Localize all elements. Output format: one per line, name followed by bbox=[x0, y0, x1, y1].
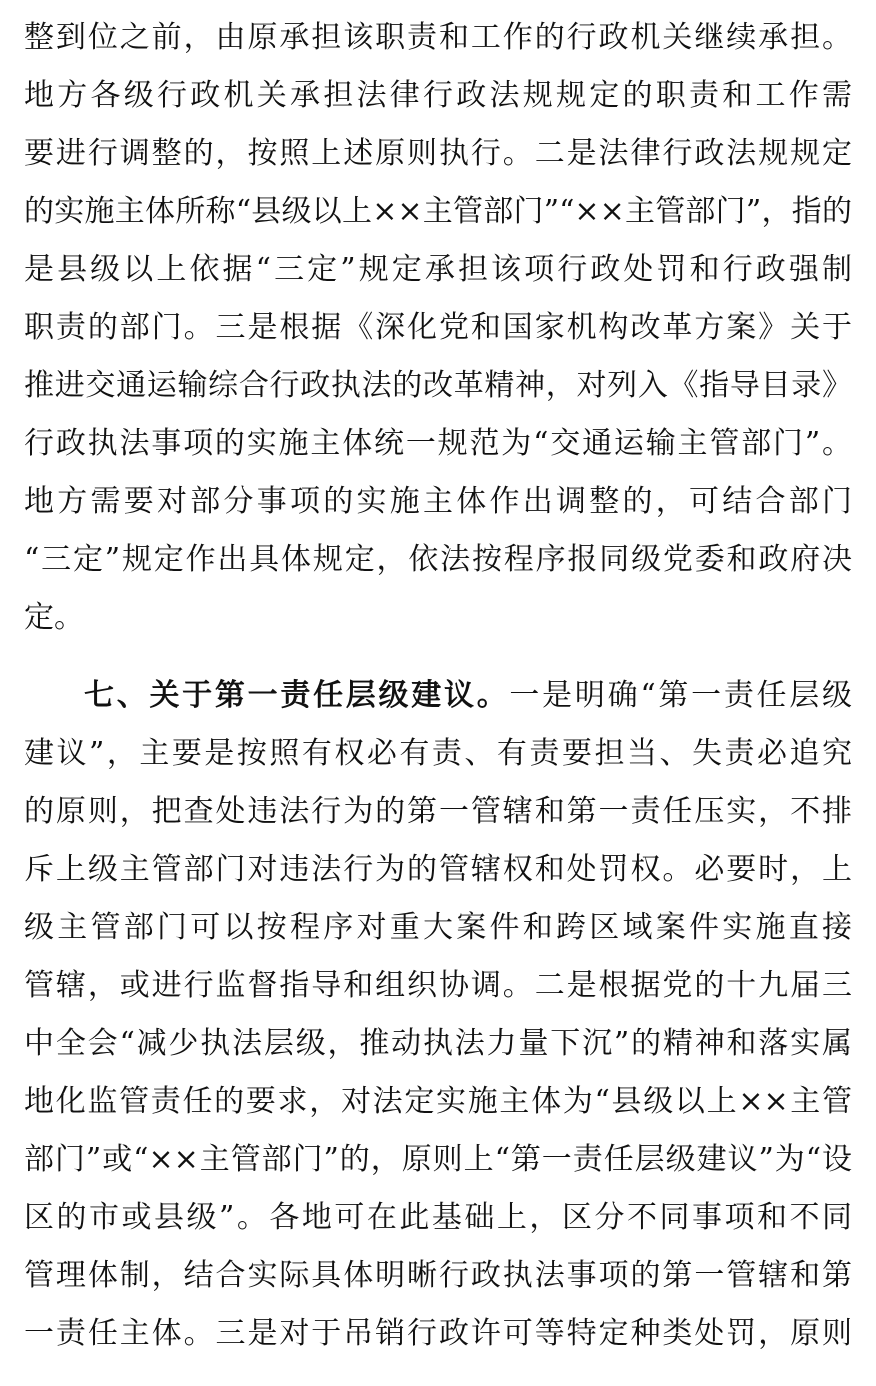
paragraph-first-line bbox=[84, 667, 852, 725]
text-line: 地方各级行政机关承担法律行政法规规定的职责和工作需 bbox=[24, 78, 852, 113]
text-line: 推进交通运输综合行政执法的改革精神，对列入《指导目录》 bbox=[24, 368, 852, 403]
text-line: 管辖，或进行监督指导和组织协调。二是根据党的十九届三 bbox=[24, 968, 852, 1003]
text-line: 的原则，把查处违法行为的第一管辖和第一责任压实，不排 bbox=[24, 794, 852, 829]
text-line: “三定”规定作出具体规定，依法按程序报同级党委和政府决 bbox=[24, 542, 852, 577]
section-heading: 七、关于第一责任层级建议。 bbox=[84, 678, 510, 713]
text-line: 定。 bbox=[24, 600, 84, 635]
text-line: 部门”或“××主管部门”的，原则上“第一责任层级建议”为“设 bbox=[24, 1142, 852, 1177]
text-line: 整到位之前，由原承担该职责和工作的行政机关继续承担。 bbox=[24, 20, 852, 55]
text-line: 管理体制，结合实际具体明晰行政执法事项的第一管辖和第 bbox=[24, 1258, 852, 1293]
text-line: 级主管部门可以按程序对重大案件和跨区域案件实施直接 bbox=[24, 910, 852, 945]
text-line: 要进行调整的，按照上述原则执行。二是法律行政法规规定 bbox=[24, 136, 852, 171]
text-line: 职责的部门。三是根据《深化党和国家机构改革方案》关于 bbox=[24, 310, 852, 345]
text-line: 一责任主体。三是对于吊销行政许可等特定种类处罚，原则 bbox=[24, 1316, 852, 1351]
text-line: 地化监管责任的要求，对法定实施主体为“县级以上××主管 bbox=[24, 1084, 852, 1119]
text-line: 建议”，主要是按照有权必有责、有责要担当、失责必追究 bbox=[24, 736, 852, 771]
text-line: 是县级以上依据“三定”规定承担该项行政处罚和行政强制 bbox=[24, 252, 852, 287]
text-line: 地方需要对部分事项的实施主体作出调整的，可结合部门 bbox=[24, 484, 852, 519]
text-line: 行政执法事项的实施主体统一规范为“交通运输主管部门”。 bbox=[24, 426, 852, 461]
text-line: 的实施主体所称“县级以上××主管部门”“××主管部门”，指的 bbox=[24, 194, 852, 229]
text-span: 一是明确“第一责任层级 bbox=[509, 678, 853, 713]
text-line: 中全会“减少执法层级，推动执法力量下沉”的精神和落实属 bbox=[24, 1026, 852, 1061]
text-line: 区的市或县级”。各地可在此基础上，区分不同事项和不同 bbox=[24, 1200, 852, 1235]
text-line: 斥上级主管部门对违法行为的管辖权和处罚权。必要时，上 bbox=[24, 852, 852, 887]
